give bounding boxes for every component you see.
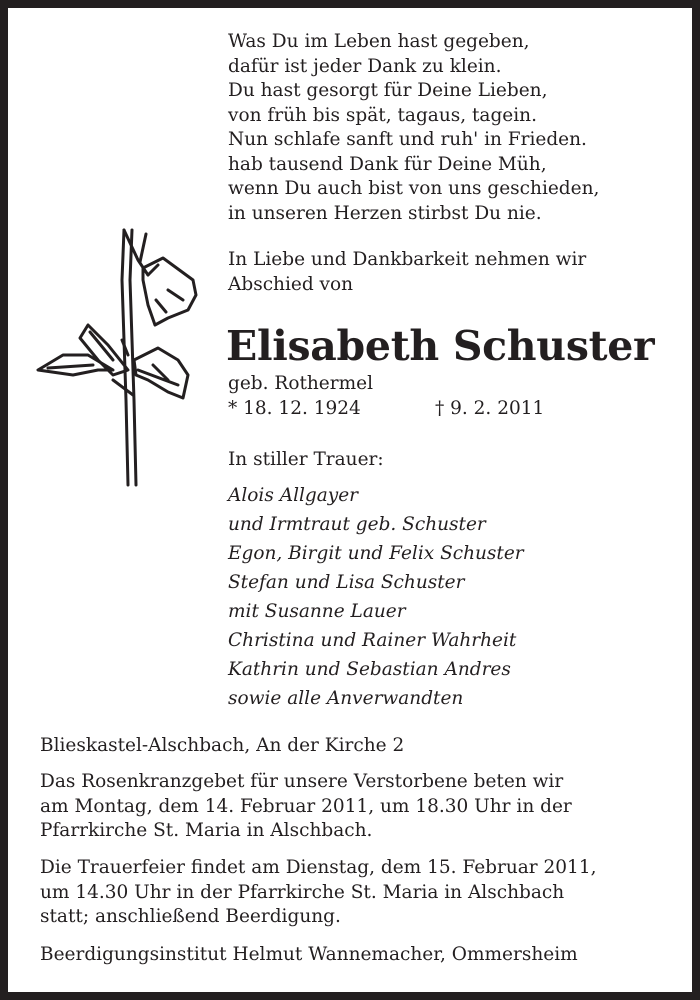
poem-line: in unseren Herzen stirbst Du nie. bbox=[228, 202, 542, 224]
deceased-name: Elisabeth Schuster bbox=[226, 322, 655, 370]
funeral-line: Die Trauerfeier findet am Dienstag, dem 15. Februar 2011, bbox=[40, 857, 597, 878]
poem-line: dafür ist jeder Dank zu klein. bbox=[228, 55, 502, 77]
poem-line: hab tausend Dank für Deine Müh, bbox=[228, 153, 547, 175]
mourner: Alois Allgayer bbox=[228, 485, 359, 506]
intro-line: In Liebe und Dankbarkeit nehmen wir bbox=[228, 249, 587, 270]
poem-line: wenn Du auch bist von uns geschieden, bbox=[228, 178, 600, 199]
rosary-line: Das Rosenkranzgebet für unsere Verstorbene beten wir bbox=[40, 771, 564, 792]
intro-line: Abschied von bbox=[228, 273, 354, 295]
poem-line: Nun schlafe sanft und ruh' in Frieden. bbox=[228, 129, 587, 150]
rosary-line: am Montag, dem 14. Februar 2011, um 18.30 Uhr in der bbox=[40, 795, 572, 817]
rosary-line: Pfarrkirche St. Maria in Alschbach. bbox=[40, 820, 373, 841]
poem-line: von früh bis spät, tagaus, tagein. bbox=[228, 104, 537, 126]
mourners-heading: In stiller Trauer: bbox=[228, 449, 384, 470]
birth-date: * 18. 12. 1924 bbox=[228, 398, 361, 419]
mourner: und Irmtraut geb. Schuster bbox=[228, 514, 486, 535]
mourner: Kathrin und Sebastian Andres bbox=[228, 659, 511, 680]
mourner: mit Susanne Lauer bbox=[228, 601, 406, 622]
maiden-name: geb. Rothermel bbox=[228, 373, 374, 394]
poem-line: Was Du im Leben hast gegeben, bbox=[228, 31, 530, 52]
mourner: sowie alle Anverwandten bbox=[228, 688, 464, 709]
poem-line: Du hast gesorgt für Deine Lieben, bbox=[228, 80, 548, 101]
funeral-line: statt; anschließend Beerdigung. bbox=[40, 906, 341, 927]
funeral-line: um 14.30 Uhr in der Pfarrkirche St. Maria in Alschbach bbox=[40, 881, 565, 903]
death-date: † 9. 2. 2011 bbox=[435, 398, 545, 419]
address: Blieskastel-Alschbach, An der Kirche 2 bbox=[40, 735, 405, 756]
rose-illustration bbox=[18, 220, 198, 500]
undertaker: Beerdigungsinstitut Helmut Wannemacher, Ommersheim bbox=[40, 944, 578, 965]
mourner: Stefan und Lisa Schuster bbox=[228, 572, 465, 593]
mourner: Egon, Birgit und Felix Schuster bbox=[228, 543, 524, 564]
mourner: Christina und Rainer Wahrheit bbox=[228, 630, 517, 651]
